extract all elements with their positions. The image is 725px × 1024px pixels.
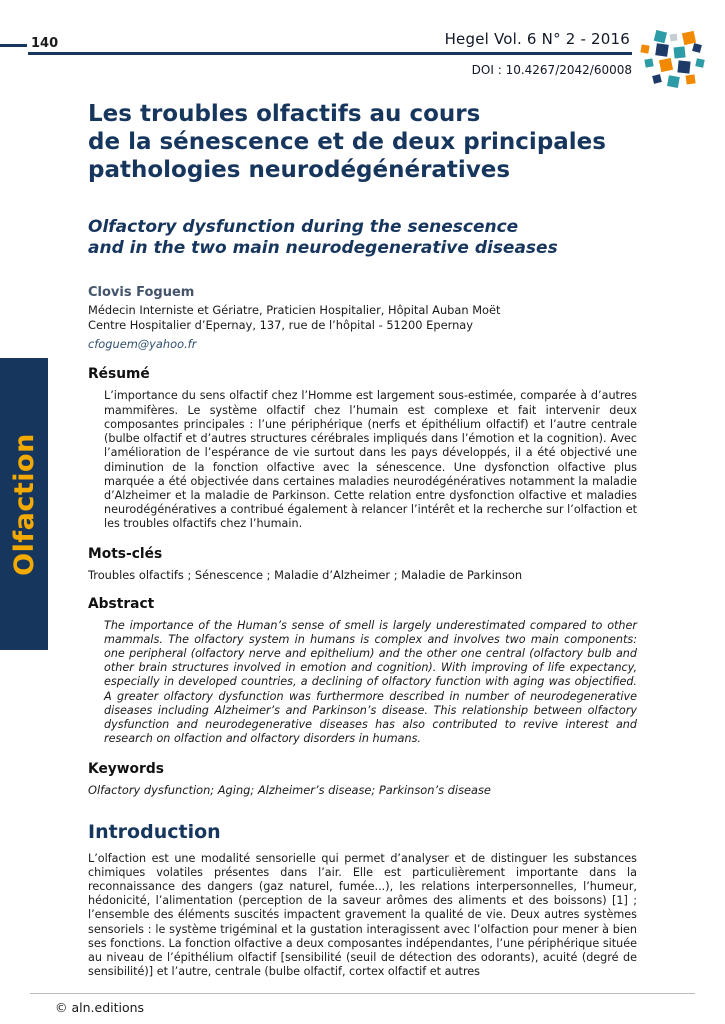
motscles-text: Troubles olfactifs ; Sénescence ; Maladie d’Alzheimer ; Maladie de Parkinson	[88, 567, 523, 582]
footer-rule	[30, 993, 695, 994]
page-number: 140	[31, 36, 59, 51]
author-email-link[interactable]: cfoguem@yahoo.fr	[88, 337, 197, 352]
resume-paragraph: L’importance du sens olfactif chez l’Homme est largement sous-estimée, comparée à d’autres mammifères. Le système olfactif chez l’humain est complexe et fait intervenir deux composantes principales : l’une périphérique (nerfs et épithélium olfactif) et l’autre centrale (bulbe olfactif et d’autres structures cérébrales impliqués dans l’émotion et la cognition). Avec l’amélioration de l’espérance de vie surtout dans les pays développés, il a été objectivé une diminution de la fonction olfactive avec la sénescence. Une dysfonction olfactive plus marquée a été objectivée dans certaines maladies neurodégénératives notamment la maladie d’Alzheimer et la maladie de Parkinson. Cette relation entre dysfonction olfactive et maladies neurodégénératives a contribué également à relancer l’intérêt et la recherche sur l’olfaction et les troubles olfactifs chez l’humain.	[104, 389, 637, 531]
introduction-paragraph: L’olfaction est une modalité sensorielle qui permet d’analyser et de distinguer les substances chimiques volatiles présentes dans l’air. Elle est particulièrement importante dans la reconnaissance des dangers (gaz naturel, fumée...), les relations interpersonnelles, l’humeur, hédonicité, l’alimentation (perception de la saveur arômes des aliments et des boissons) [1] ; l’ensemble des éléments suscités impactent gravement la qualité de vie. Deux autres systèmes sensoriels : le système trigéminal et la gustation interagissent avec l’olfaction pour mener à bien ses fonctions. La fonction olfactive a deux composantes indépendantes, l’une périphérique située au niveau de l’épithélium olfactif [sensibilité (seuil de détection des odorants), acuité (degré de sensibilité)] et l’autre, centrale (bulbe olfactif, cortex olfactif et autres	[88, 851, 637, 979]
title-en-line-1: Olfactory dysfunction during the senescence	[88, 217, 519, 238]
section-sidebar	[0, 358, 48, 650]
journal-reference: Hegel Vol. 6 N° 2 - 2016	[444, 30, 630, 48]
title-fr-line-3: pathologies neurodégénératives	[88, 157, 511, 184]
resume-heading: Résumé	[88, 366, 150, 383]
affiliation-line-1: Médecin Interniste et Gériatre, Praticien Hospitalier, Hôpital Auban Moët	[88, 302, 501, 317]
hegel-logo-icon	[639, 30, 709, 94]
page-number-rule	[0, 44, 27, 47]
keywords-heading: Keywords	[88, 760, 164, 777]
title-fr-line-2: de la sénescence et de deux principales	[88, 129, 606, 156]
article-content	[88, 100, 637, 980]
article-title-fr	[88, 100, 637, 184]
abstract-heading: Abstract	[88, 595, 155, 612]
author-affiliation	[88, 303, 637, 334]
abstract-paragraph: The importance of the Human’s sense of smell is largely underestimated compared to other mammals. The olfactory system in humans is complex and involves two main components: one peripheral (olfactory nerve and epithelium) and the other one central (olfactory bulb and other brain structures involved in emotion and cognition). With improving of life expectancy, especially in developed countries, a declining of olfactory function with aging was objectified. A greater olfactory dysfunction was furthermore described in number of neurodegenerative diseases including Alzheimer’s and Parkinson’s disease. This relationship between olfactory dysfunction and neurodegenerative diseases has also contributed to revive interest and research on olfaction and olfactory disorders in humans.	[104, 618, 637, 746]
article-title-en	[88, 217, 637, 260]
keywords-text: Olfactory dysfunction; Aging; Alzheimer’s disease; Parkinson’s disease	[88, 782, 491, 797]
title-fr-line-1: Les troubles olfactifs au cours	[88, 101, 481, 127]
doi-text: DOI : 10.4267/2042/60008	[471, 63, 632, 77]
sidebar-label: Olfaction	[8, 432, 40, 576]
motscles-heading: Mots-clés	[88, 545, 163, 562]
header-rule	[28, 52, 632, 55]
affiliation-line-2: Centre Hospitalier d’Epernay, 137, rue de l’hôpital - 51200 Epernay	[88, 318, 474, 333]
introduction-heading: Introduction	[88, 820, 221, 843]
title-en-line-2: and in the two main neurodegenerative diseases	[88, 238, 558, 259]
author-name: Clovis Foguem	[88, 284, 195, 300]
footer-copyright: © aln.editions	[55, 1000, 145, 1015]
